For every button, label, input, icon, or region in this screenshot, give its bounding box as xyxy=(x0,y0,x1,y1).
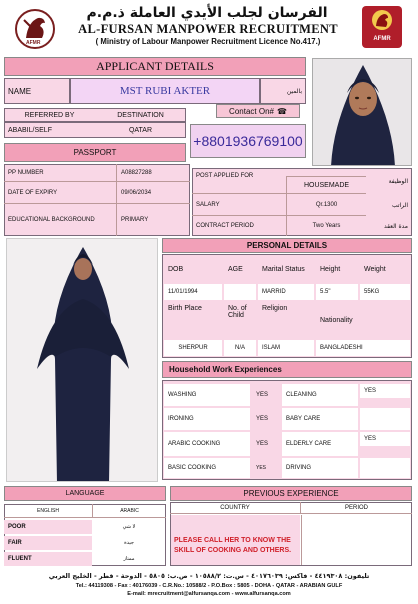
footer-line2: E-mail: mrecruitment@alfursanqa.com - www.alfursanqa.com xyxy=(127,591,291,597)
education-label: EDUCATIONAL BACKGROUND xyxy=(8,217,95,223)
contact-label: Contact On# xyxy=(229,106,274,116)
full-body-portrait-icon xyxy=(7,239,158,482)
language-col-arabic: ARABIC xyxy=(92,504,166,518)
applicant-photo xyxy=(312,58,412,166)
experience-col-period: PERIOD xyxy=(300,502,412,514)
logo-right xyxy=(362,6,402,48)
experience-period-cell xyxy=(301,515,411,565)
passport-section-title: PASSPORT xyxy=(4,143,186,162)
language-fluent-label: FLUENT xyxy=(4,552,92,566)
language-poor-label: POOR xyxy=(4,520,92,534)
contract-label: CONTRACT PERIOD xyxy=(196,223,254,229)
company-subtitle: ( Ministry of Labour Manpower Recruitment Licence No.417.) xyxy=(95,37,321,46)
dob-header: DOB xyxy=(168,265,184,273)
contact-value: +8801936769100 xyxy=(193,133,303,149)
household-row-2-left-val: YES xyxy=(256,416,269,422)
household-row-4-right-val xyxy=(360,458,410,478)
marital-header: Marital Status xyxy=(262,265,305,273)
language-col-english: ENGLISH xyxy=(4,504,92,518)
salary-value: Qr.1300 xyxy=(286,194,366,216)
household-row-4-left-val: YES xyxy=(256,465,267,471)
household-row-3-right-val: YES xyxy=(360,432,410,446)
contact-label-box xyxy=(216,104,300,118)
height-header: Height xyxy=(320,265,341,273)
referred-by-value: ABABIL/SELF xyxy=(8,126,52,134)
religion-header: Religion xyxy=(262,305,288,312)
birthplace-value: SHERPUR xyxy=(164,340,222,356)
marital-value: MARRID xyxy=(258,284,314,300)
footer xyxy=(0,570,418,604)
name-value: MST RUBI AKTER xyxy=(119,85,211,97)
nationality-value: BANGLADESHI xyxy=(316,340,410,356)
household-row-3-left-val: YES xyxy=(256,441,269,447)
contract-label-ar: مدة العقد xyxy=(384,222,408,230)
household-section-title: Household Work Experiences xyxy=(162,361,412,378)
pp-number-label: PP NUMBER xyxy=(4,164,116,182)
name-label: NAME xyxy=(8,86,32,96)
household-row-1-left-val: YES xyxy=(256,392,269,398)
household-row-2-left: IRONING xyxy=(164,408,250,430)
language-fair-label: FAIR xyxy=(4,536,92,550)
household-row-4-left: BASIC COOKING xyxy=(164,458,250,478)
post-value: HOUSEMADE xyxy=(286,176,366,194)
nationality-header: Nationality xyxy=(320,316,353,324)
referred-by-label: REFERRED BY xyxy=(24,111,75,119)
household-row-1-right: CLEANING xyxy=(282,384,358,406)
weight-header: Weight xyxy=(364,265,386,273)
dob-value: 11/01/1994 xyxy=(164,284,222,300)
contract-value: Two Years xyxy=(286,216,366,236)
language-fluent-arabic: ممتاز xyxy=(123,556,135,562)
header xyxy=(0,0,418,52)
experience-col-country: COUNTRY xyxy=(170,502,300,514)
experience-note: PLEASE CALL HER TO KNOW THE SKILL OF COOKING AND OTHERS. xyxy=(174,537,292,554)
company-title: AL-FURSAN MANPOWER RECRUITMENT xyxy=(78,22,338,36)
destination-value: QATAR xyxy=(128,126,153,134)
household-row-3-left: ARABIC COOKING xyxy=(164,432,250,456)
salary-label-ar: الراتب xyxy=(391,201,408,209)
religion-value: ISLAM xyxy=(258,340,314,356)
birthplace-header: Birth Place xyxy=(168,305,202,312)
expiry-value: 09/06/2034 xyxy=(116,182,190,204)
salary-label: SALARY xyxy=(192,194,286,216)
household-row-2-right: BABY CARE xyxy=(282,408,358,430)
expiry-label: DATE OF EXPIRY xyxy=(4,182,116,204)
pp-number-value: A08827288 xyxy=(116,164,190,182)
footer-arabic: تليفون: ٤٤١٩٣٠٨ - فاكس: ٤٠١٧٦٠٣٩ - س.ت: ١٠٥٨٨/٢ - ص.ب: ٥٨٠٥ - الدوحة - قطر - الخليج العربي xyxy=(48,572,370,580)
household-row-1-right-val: YES xyxy=(360,384,410,398)
children-value: N/A xyxy=(224,340,256,356)
full-body-photo xyxy=(6,238,158,482)
contact-value-box xyxy=(190,124,306,158)
phone-icon: ☎ xyxy=(276,106,287,116)
age-value xyxy=(224,284,256,300)
height-value: 5.5" xyxy=(316,284,358,300)
name-label-ar: بالمين xyxy=(286,87,302,95)
logo-left-text: AFMR xyxy=(26,40,41,46)
household-row-2-right-val xyxy=(360,408,410,430)
language-fair-arabic: جيدة xyxy=(124,540,134,546)
portrait-photo-icon xyxy=(313,59,412,166)
post-label: POST APPLIED FOR xyxy=(192,168,286,194)
age-header: AGE xyxy=(228,265,243,273)
horse-emblem-icon xyxy=(362,6,402,36)
logo-left xyxy=(12,8,58,50)
children-header: No. of Child xyxy=(228,305,247,319)
footer-line1: Tel.: 44119308 - Fax : 40176039 - C.R.No.: 10588/2 - P.O.Box : 5805 - DOHA - QATAR - ARABIAN GULF xyxy=(75,583,343,589)
education-value: PRIMARY xyxy=(116,204,190,236)
personal-section-title: PERSONAL DETAILS xyxy=(162,238,412,253)
arabic-title: الفرسان لجلب الأيدي العاملة ذ.م.م xyxy=(86,5,328,21)
post-label-ar: الوظيفة xyxy=(388,177,408,185)
logo-right-text: AFMR xyxy=(373,36,391,42)
experience-section-title: PREVIOUS EXPERIENCE xyxy=(170,486,412,501)
weight-value: 55KG xyxy=(360,284,410,300)
household-row-1-left: WASHING xyxy=(164,384,250,406)
household-row-4-right: DRIVING xyxy=(282,458,358,478)
language-section-title: LANGUAGE xyxy=(4,486,166,501)
language-poor-arabic: لا شي xyxy=(122,524,136,530)
applicant-section-title: APPLICANT DETAILS xyxy=(4,57,306,76)
destination-label: DESTINATION xyxy=(117,111,164,119)
household-row-3-right: ELDERLY CARE xyxy=(282,432,358,456)
